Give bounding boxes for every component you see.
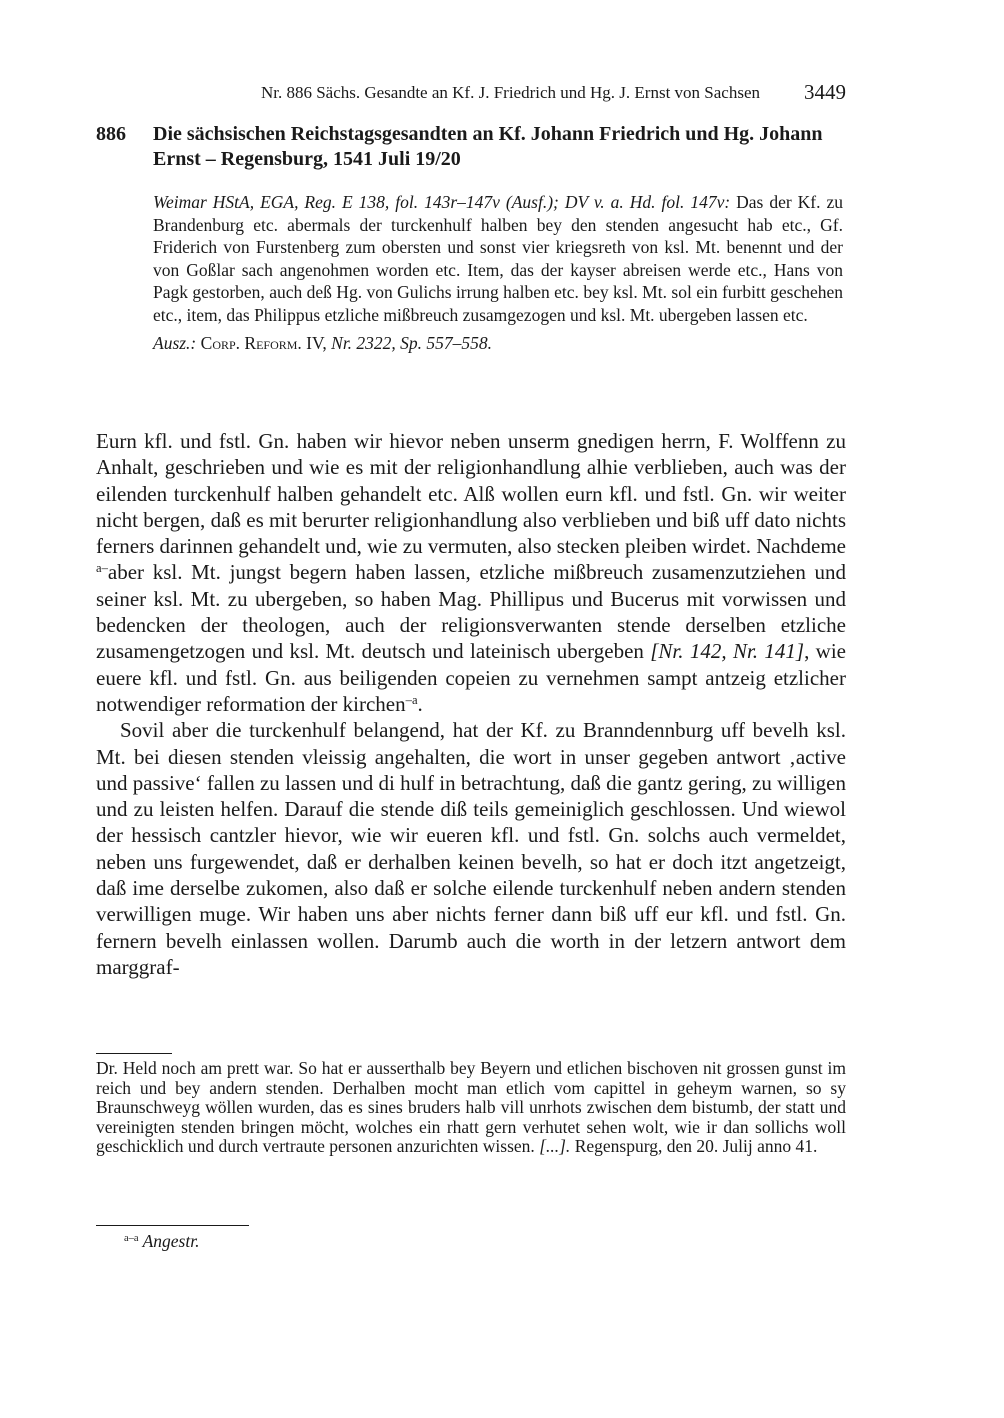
variant-mark-close: –a <box>405 693 418 708</box>
cross-reference: [Nr. 142, Nr. 141] <box>650 639 805 664</box>
paragraph-1-part-d: . <box>417 691 423 716</box>
footnote-divider <box>96 1053 172 1054</box>
critical-apparatus <box>124 1231 199 1252</box>
document-heading <box>96 122 846 172</box>
source-description <box>153 191 843 355</box>
apparatus-mark: a–a <box>124 1233 139 1245</box>
excerpt-location: Nr. 2322, Sp. 557–558. <box>331 333 493 353</box>
page-number: 3449 <box>804 80 846 104</box>
paragraph-1 <box>96 428 846 717</box>
apparatus-note: Angestr. <box>142 1231 200 1251</box>
variant-mark-open: a– <box>96 561 108 576</box>
document-title: Die sächsischen Reichstagsgesandten an Kf. Johann Friedrich und Hg. Johann Ernst – Regensburg, 1541 Juli 19/20 <box>153 123 823 170</box>
footnote-text-a: Dr. Held noch am prett war. So hat er ausserthalb bey Beyern und etlichen bischoven nit grossen gunst im reich und bey andern stenden. Derhalben mocht man etlich vom capittel in geheym warnen, so sy Braunschweyg wöllen wurden, das es sines bruders halb vill unrhots zwischen dem bistumb, der statt und vereinigten stenden bringen möcht, wolches ein rhatt gern verhutet sehen wolt, wie ir dan sollichs woll geschicklich und durch vertraute personen anzurichten wissen. <box>96 1058 846 1157</box>
source-note <box>153 191 843 326</box>
running-head-title: Nr. 886 Sächs. Gesandte an Kf. J. Friedrich und Hg. J. Ernst von Sachsen <box>260 83 760 102</box>
footnote-continuation <box>96 1059 846 1157</box>
excerpt-reference <box>153 332 843 355</box>
endorsement-text: Das der Kf. zu Brandenburg etc. abermals der turckenhulf halben bey den stenden angesucht hab etc., Gf. Friderich von Furstenberg zum obersten und sonst vier kriegsreth von ksl. Mt. benennt und der von Goßlar sach angenohmen worden etc. Item, das der kayser abreisen werde etc., Hans von Pagk gestorben, auch deß Hg. von Gulichs irrung halben etc. bey ksl. Mt. sol ein furbitt geschehen etc., item, das Philippus etzliche mißbreuch zusamgezogen und ksl. Mt. ubergeben lassen etc. <box>153 192 844 325</box>
paragraph-1-part-b: aber ksl. Mt. jungst begern haben lassen, etzliche mißbreuch zusamenzutziehen und seiner ksl. Mt. zu ubergeben, so haben Mag. Phillipus und Bucerus mit vorwissen und bedencken der theologen, auch der religionsverwanten stende derselben etzliche zusamengetzogen und ksl. Mt. deutsch und lateinisch ubergeben <box>96 560 846 664</box>
omission-mark: [...]. <box>539 1136 571 1157</box>
archive-reference: Weimar HStA, EGA, Reg. E 138, fol. 143r–147v (Ausf.); DV v. a. Hd. fol. 147v: <box>153 192 731 212</box>
footnote-text-b: Regenspurg, den 20. Julij anno 41. <box>574 1136 818 1157</box>
running-head <box>96 80 846 108</box>
document-number: 886 <box>96 123 126 145</box>
main-text <box>96 428 846 980</box>
apparatus-divider <box>96 1225 249 1226</box>
paragraph-1-part-a: Eurn kfl. und fstl. Gn. haben wir hievor neben unserm gnedigen herrn, F. Wolffenn zu Anhalt, geschrieben und wie es mit der religionhandlung alhie verblieben, auch was der eilenden turckenhulf halben gehandelt etc. Alß wollen eurn kfl. und fstl. Gn. wir weiter nicht bergen, daß es mit berurter religionhandlung also verblieben und biß uff dato nichts ferners darinnen gehandelt und, wie zu vermuten, also stecken pleiben wirdet. Nachdeme <box>96 429 846 559</box>
excerpt-work: Corp. Reform. IV, <box>200 333 327 353</box>
paragraph-2: Sovil aber die turckenhulf belangend, hat der Kf. zu Branndennburg uff bevelh ksl. Mt. bei diesen stenden vleissig angehalten, die wort in unser gegeben antwort ‚active und passive‘ fallen zu lassen und di hulf in betrachtung, daß die gantz gering, zu willigen und zu leisten helfen. Darauf die stende diß teils gemeiniglich geschlossen. Und wiewol der hessisch cantzler hievor, wie wir eueren kfl. und fstl. Gn. solchs auch vermeldet, neben uns furgewendet, daß er derhalben keinen bevelh, so hat er doch itzt angetzeigt, daß ime derselbe zukomen, also daß er solche eilende turckenhulf neben andern stenden verwilligen muge. Wir haben uns aber nichts ferner dann biß uff eur kfl. und fstl. Gn. fernern bevelh einlassen wollen. Darumb auch die worth in der letzern antwort dem marggraf- <box>96 718 846 979</box>
paragraph-1-part-c: , wie euere kfl. und fstl. Gn. aus beiligenden copeien zu vernehmen sampt antzeig etzlicher notwendiger reformation der kirchen <box>96 639 846 716</box>
footnote-paragraph <box>96 1059 846 1157</box>
excerpt-label: Ausz.: <box>153 333 197 353</box>
